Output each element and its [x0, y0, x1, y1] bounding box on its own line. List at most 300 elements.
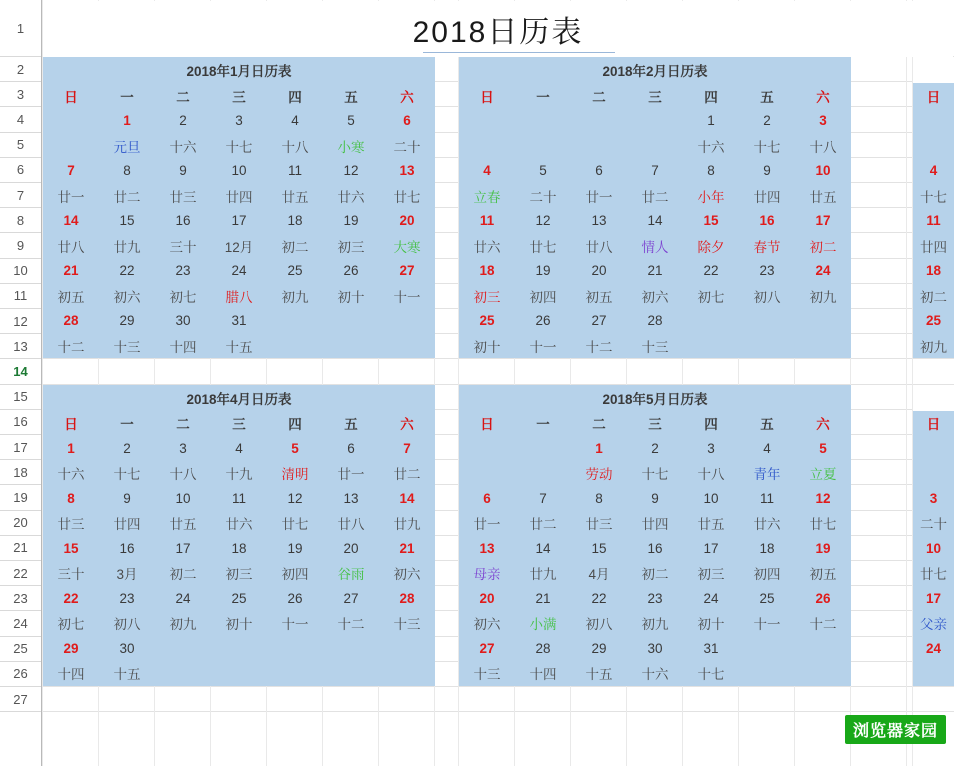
lunar-cell[interactable]: 初十 — [225, 617, 253, 633]
date-cell[interactable]: 1 — [67, 440, 75, 456]
row-header-5[interactable]: 5 — [0, 133, 41, 158]
lunar-cell[interactable]: 十六 — [169, 139, 197, 155]
date-cell[interactable]: 22 — [591, 590, 607, 606]
date-cell[interactable]: 20 — [399, 213, 415, 228]
lunar-cell[interactable] — [379, 333, 435, 358]
date-cell[interactable]: 16 — [647, 540, 663, 556]
lunar-cell[interactable] — [155, 661, 211, 686]
date-cell[interactable]: 25 — [759, 590, 775, 606]
lunar-cell[interactable]: 小年 — [697, 189, 725, 205]
lunar-cell[interactable]: 初四 — [529, 289, 557, 305]
row-header-23[interactable]: 23 — [0, 586, 41, 611]
lunar-cell[interactable] — [627, 133, 683, 158]
lunar-cell[interactable]: 廿五 — [281, 189, 309, 205]
lunar-cell[interactable]: 廿三 — [585, 517, 613, 533]
lunar-cell[interactable]: 十二 — [337, 617, 365, 633]
date-cell[interactable]: 6 — [595, 163, 603, 178]
lunar-cell[interactable]: 清明 — [281, 467, 309, 483]
row-header-15[interactable]: 15 — [0, 385, 41, 410]
lunar-cell[interactable]: 十二 — [809, 617, 837, 633]
strip-cell[interactable]: 日 — [926, 417, 941, 433]
lunar-cell[interactable]: 劳动 — [585, 467, 613, 483]
date-cell[interactable]: 1 — [123, 113, 131, 128]
row-header-27[interactable]: 27 — [0, 687, 41, 712]
lunar-cell[interactable]: 十二 — [57, 339, 85, 355]
date-cell[interactable]: 20 — [591, 263, 607, 278]
row-header-24[interactable]: 24 — [0, 611, 41, 636]
date-cell[interactable]: 17 — [231, 213, 247, 228]
date-cell[interactable]: 7 — [539, 490, 547, 506]
lunar-cell[interactable]: 十七 — [753, 139, 781, 155]
date-cell[interactable]: 4 — [235, 440, 243, 456]
strip-cell[interactable]: 初二 — [920, 289, 947, 305]
date-cell[interactable]: 17 — [815, 213, 831, 228]
lunar-cell[interactable]: 初二 — [169, 567, 197, 583]
lunar-cell[interactable]: 二十 — [393, 139, 421, 155]
strip-cell[interactable]: 25 — [925, 313, 942, 328]
date-cell[interactable]: 15 — [703, 213, 719, 228]
lunar-cell[interactable]: 廿五 — [697, 517, 725, 533]
lunar-cell[interactable] — [795, 333, 851, 358]
date-cell[interactable] — [267, 308, 323, 333]
lunar-cell[interactable]: 小寒 — [337, 139, 365, 155]
lunar-cell[interactable]: 初九 — [809, 289, 837, 305]
date-cell[interactable]: 25 — [287, 263, 303, 278]
lunar-cell[interactable]: 廿九 — [529, 567, 557, 583]
date-cell[interactable] — [211, 636, 267, 661]
lunar-cell[interactable]: 十八 — [809, 139, 837, 155]
lunar-cell[interactable]: 元旦 — [113, 139, 141, 155]
strip-cell[interactable] — [913, 436, 954, 461]
lunar-cell[interactable]: 初九 — [641, 617, 669, 633]
lunar-cell[interactable]: 廿九 — [393, 517, 421, 533]
date-cell[interactable]: 18 — [287, 213, 303, 228]
date-cell[interactable]: 9 — [763, 163, 771, 178]
date-cell[interactable]: 4 — [763, 440, 771, 456]
lunar-cell[interactable]: 廿一 — [473, 517, 501, 533]
date-cell[interactable]: 5 — [539, 163, 547, 178]
row-header-8[interactable]: 8 — [0, 208, 41, 233]
lunar-cell[interactable]: 十一 — [529, 339, 557, 355]
lunar-cell[interactable]: 初六 — [113, 289, 141, 305]
lunar-cell[interactable]: 初二 — [809, 239, 837, 255]
row-header-25[interactable]: 25 — [0, 637, 41, 662]
date-cell[interactable]: 8 — [123, 163, 131, 178]
lunar-cell[interactable]: 十五 — [113, 667, 141, 683]
date-cell[interactable]: 26 — [343, 263, 359, 278]
date-cell[interactable]: 6 — [347, 440, 355, 456]
lunar-cell[interactable] — [379, 661, 435, 686]
lunar-cell[interactable]: 十四 — [57, 667, 85, 683]
date-cell[interactable]: 19 — [815, 540, 831, 556]
lunar-cell[interactable]: 廿四 — [225, 189, 253, 205]
date-cell[interactable] — [323, 308, 379, 333]
date-cell[interactable]: 14 — [63, 213, 79, 228]
date-cell[interactable]: 8 — [67, 490, 75, 506]
date-cell[interactable] — [795, 636, 851, 661]
date-cell[interactable]: 22 — [703, 263, 719, 278]
lunar-cell[interactable]: 廿一 — [337, 467, 365, 483]
date-cell[interactable]: 31 — [231, 313, 247, 328]
lunar-cell[interactable]: 初八 — [113, 617, 141, 633]
lunar-cell[interactable]: 十七 — [697, 667, 725, 683]
date-cell[interactable]: 18 — [759, 540, 775, 556]
row-header-13[interactable]: 13 — [0, 334, 41, 359]
lunar-cell[interactable]: 初三 — [697, 567, 725, 583]
lunar-cell[interactable] — [571, 133, 627, 158]
lunar-cell[interactable]: 十三 — [393, 617, 421, 633]
date-cell[interactable]: 18 — [231, 540, 247, 556]
strip-cell[interactable]: 初九 — [920, 339, 947, 355]
lunar-cell[interactable]: 4月 — [588, 567, 610, 583]
date-cell[interactable]: 15 — [119, 213, 135, 228]
lunar-cell[interactable] — [267, 333, 323, 358]
lunar-cell[interactable]: 廿六 — [473, 239, 501, 255]
date-cell[interactable]: 3 — [819, 113, 827, 128]
date-cell[interactable]: 3 — [179, 440, 187, 456]
date-cell[interactable]: 11 — [479, 213, 495, 228]
lunar-cell[interactable]: 初五 — [57, 289, 85, 305]
lunar-cell[interactable]: 初五 — [585, 289, 613, 305]
lunar-cell[interactable]: 廿三 — [169, 189, 197, 205]
date-cell[interactable] — [379, 308, 435, 333]
lunar-cell[interactable]: 十七 — [225, 139, 253, 155]
row-header-21[interactable]: 21 — [0, 536, 41, 561]
date-cell[interactable]: 2 — [179, 113, 187, 128]
lunar-cell[interactable] — [211, 661, 267, 686]
lunar-cell[interactable]: 廿五 — [169, 517, 197, 533]
lunar-cell[interactable]: 廿四 — [113, 517, 141, 533]
strip-cell[interactable] — [913, 133, 954, 158]
lunar-cell[interactable]: 廿八 — [337, 517, 365, 533]
date-cell[interactable]: 22 — [119, 263, 135, 278]
lunar-cell[interactable]: 十六 — [57, 467, 85, 483]
date-cell[interactable]: 14 — [399, 490, 415, 506]
date-cell[interactable]: 11 — [759, 490, 774, 506]
date-cell[interactable]: 16 — [119, 540, 135, 556]
date-cell[interactable]: 11 — [231, 490, 246, 506]
lunar-cell[interactable]: 廿五 — [809, 189, 837, 205]
lunar-cell[interactable]: 初六 — [393, 567, 421, 583]
row-header-3[interactable]: 3 — [0, 82, 41, 107]
lunar-cell[interactable] — [43, 133, 99, 158]
strip-cell[interactable]: 17 — [925, 590, 942, 606]
lunar-cell[interactable]: 情人 — [641, 239, 669, 255]
lunar-cell[interactable]: 初四 — [281, 567, 309, 583]
lunar-cell[interactable]: 十二 — [585, 339, 613, 355]
row-header-26[interactable]: 26 — [0, 662, 41, 687]
row-header-16[interactable]: 16 — [0, 410, 41, 435]
lunar-cell[interactable]: 廿七 — [281, 517, 309, 533]
lunar-cell[interactable]: 十三 — [641, 339, 669, 355]
lunar-cell[interactable]: 初四 — [753, 567, 781, 583]
date-cell[interactable]: 29 — [591, 640, 607, 656]
date-cell[interactable] — [739, 308, 795, 333]
lunar-cell[interactable]: 廿七 — [393, 189, 421, 205]
lunar-cell[interactable] — [683, 333, 739, 358]
strip-cell[interactable] — [913, 108, 954, 133]
date-cell[interactable]: 23 — [647, 590, 663, 606]
date-cell[interactable]: 12 — [535, 213, 551, 228]
date-cell[interactable]: 21 — [535, 590, 551, 606]
date-cell[interactable]: 22 — [63, 590, 79, 606]
date-cell[interactable] — [627, 108, 683, 133]
lunar-cell[interactable]: 初六 — [641, 289, 669, 305]
row-header-20[interactable]: 20 — [0, 511, 41, 536]
lunar-cell[interactable]: 十五 — [225, 339, 253, 355]
row-header-17[interactable]: 17 — [0, 435, 41, 460]
date-cell[interactable]: 2 — [651, 440, 659, 456]
date-cell[interactable] — [683, 308, 739, 333]
date-cell[interactable]: 27 — [591, 313, 607, 328]
lunar-cell[interactable]: 初三 — [473, 289, 501, 305]
row-header-6[interactable]: 6 — [0, 158, 41, 183]
date-cell[interactable] — [795, 308, 851, 333]
date-cell[interactable]: 13 — [591, 213, 607, 228]
date-cell[interactable]: 11 — [287, 163, 302, 178]
lunar-cell[interactable]: 十八 — [169, 467, 197, 483]
lunar-cell[interactable] — [323, 333, 379, 358]
strip-cell[interactable]: 日 — [926, 89, 941, 105]
row-header-11[interactable]: 11 — [0, 284, 41, 309]
date-cell[interactable]: 23 — [119, 590, 135, 606]
lunar-cell[interactable] — [515, 133, 571, 158]
date-cell[interactable]: 24 — [231, 263, 247, 278]
lunar-cell[interactable]: 十三 — [113, 339, 141, 355]
date-cell[interactable]: 7 — [403, 440, 411, 456]
date-cell[interactable]: 3 — [235, 113, 243, 128]
lunar-cell[interactable]: 初九 — [281, 289, 309, 305]
lunar-cell[interactable]: 十七 — [113, 467, 141, 483]
lunar-cell[interactable]: 廿三 — [57, 517, 85, 533]
lunar-cell[interactable]: 十四 — [529, 667, 557, 683]
date-cell[interactable]: 8 — [707, 163, 715, 178]
lunar-cell[interactable]: 廿六 — [337, 189, 365, 205]
date-cell[interactable]: 6 — [483, 490, 491, 506]
lunar-cell[interactable]: 初五 — [809, 567, 837, 583]
lunar-cell[interactable] — [515, 461, 571, 486]
date-cell[interactable]: 12 — [343, 163, 359, 178]
lunar-cell[interactable]: 廿八 — [57, 239, 85, 255]
date-cell[interactable]: 7 — [67, 163, 75, 178]
date-cell[interactable]: 17 — [703, 540, 719, 556]
date-cell[interactable]: 7 — [651, 163, 659, 178]
lunar-cell[interactable]: 十六 — [641, 667, 669, 683]
lunar-cell[interactable]: 腊八 — [225, 289, 253, 305]
lunar-cell[interactable] — [739, 333, 795, 358]
lunar-cell[interactable]: 廿二 — [641, 189, 669, 205]
date-cell[interactable] — [43, 108, 99, 133]
lunar-cell[interactable]: 初三 — [225, 567, 253, 583]
date-cell[interactable]: 1 — [595, 440, 603, 456]
date-cell[interactable] — [515, 108, 571, 133]
date-cell[interactable]: 18 — [479, 263, 495, 278]
lunar-cell[interactable]: 十七 — [641, 467, 669, 483]
date-cell[interactable]: 21 — [399, 540, 415, 556]
lunar-cell[interactable]: 廿七 — [809, 517, 837, 533]
lunar-cell[interactable]: 十五 — [585, 667, 613, 683]
lunar-cell[interactable]: 廿二 — [529, 517, 557, 533]
lunar-cell[interactable]: 十三 — [473, 667, 501, 683]
lunar-cell[interactable]: 十一 — [753, 617, 781, 633]
date-cell[interactable]: 23 — [175, 263, 191, 278]
row-header-19[interactable]: 19 — [0, 485, 41, 510]
date-cell[interactable]: 4 — [483, 163, 491, 178]
row-header-14[interactable]: 14 — [0, 359, 41, 384]
strip-cell[interactable]: 父亲 — [920, 617, 947, 633]
lunar-cell[interactable]: 廿一 — [585, 189, 613, 205]
date-cell[interactable]: 10 — [703, 490, 719, 506]
date-cell[interactable]: 14 — [535, 540, 551, 556]
lunar-cell[interactable]: 3月 — [116, 567, 138, 583]
date-cell[interactable]: 28 — [647, 313, 663, 328]
date-cell[interactable]: 30 — [175, 313, 191, 328]
date-cell[interactable]: 13 — [399, 163, 415, 178]
row-header-1[interactable]: 1 — [0, 1, 41, 57]
lunar-cell[interactable]: 三十 — [57, 567, 85, 583]
date-cell[interactable]: 2 — [123, 440, 131, 456]
strip-cell[interactable]: 24 — [925, 640, 942, 656]
date-cell[interactable]: 28 — [399, 590, 415, 606]
lunar-cell[interactable]: 春节 — [753, 239, 781, 255]
lunar-cell[interactable]: 廿四 — [641, 517, 669, 533]
lunar-cell[interactable]: 初七 — [57, 617, 85, 633]
lunar-cell[interactable]: 初七 — [697, 289, 725, 305]
lunar-cell[interactable]: 初七 — [169, 289, 197, 305]
date-cell[interactable]: 6 — [403, 113, 411, 128]
date-cell[interactable]: 12 — [815, 490, 831, 506]
lunar-cell[interactable]: 初十 — [697, 617, 725, 633]
strip-cell[interactable]: 二十 — [920, 517, 947, 533]
date-cell[interactable]: 5 — [347, 113, 355, 128]
lunar-cell[interactable]: 初九 — [169, 617, 197, 633]
date-cell[interactable]: 5 — [291, 440, 299, 456]
lunar-cell[interactable]: 十八 — [697, 467, 725, 483]
date-cell[interactable]: 30 — [119, 640, 135, 656]
strip-cell[interactable] — [913, 661, 954, 686]
lunar-cell[interactable]: 十八 — [281, 139, 309, 155]
row-header-9[interactable]: 9 — [0, 233, 41, 258]
row-header-12[interactable]: 12 — [0, 309, 41, 334]
date-cell[interactable]: 25 — [231, 590, 247, 606]
date-cell[interactable] — [571, 108, 627, 133]
date-cell[interactable]: 30 — [647, 640, 663, 656]
lunar-cell[interactable]: 三十 — [169, 239, 197, 255]
date-cell[interactable] — [155, 636, 211, 661]
row-header-18[interactable]: 18 — [0, 460, 41, 485]
date-cell[interactable]: 28 — [63, 313, 79, 328]
date-cell[interactable]: 12 — [287, 490, 303, 506]
strip-cell[interactable]: 廿七 — [920, 567, 947, 583]
date-cell[interactable]: 29 — [119, 313, 135, 328]
lunar-cell[interactable]: 除夕 — [697, 239, 725, 255]
lunar-cell[interactable]: 廿九 — [113, 239, 141, 255]
lunar-cell[interactable]: 廿二 — [393, 467, 421, 483]
date-cell[interactable]: 3 — [707, 440, 715, 456]
lunar-cell[interactable]: 十九 — [225, 467, 253, 483]
date-cell[interactable]: 20 — [479, 590, 495, 606]
lunar-cell[interactable] — [795, 661, 851, 686]
date-cell[interactable]: 8 — [595, 490, 603, 506]
date-cell[interactable]: 21 — [647, 263, 663, 278]
date-cell[interactable]: 28 — [535, 640, 551, 656]
lunar-cell[interactable]: 廿六 — [225, 517, 253, 533]
lunar-cell[interactable]: 初二 — [281, 239, 309, 255]
lunar-cell[interactable]: 十六 — [697, 139, 725, 155]
date-cell[interactable]: 25 — [479, 313, 495, 328]
date-cell[interactable]: 9 — [179, 163, 187, 178]
date-cell[interactable]: 10 — [815, 163, 831, 178]
date-cell[interactable]: 1 — [707, 113, 715, 128]
lunar-cell[interactable]: 廿六 — [753, 517, 781, 533]
row-header-10[interactable]: 10 — [0, 259, 41, 284]
lunar-cell[interactable]: 廿一 — [57, 189, 85, 205]
date-cell[interactable]: 24 — [703, 590, 719, 606]
lunar-cell[interactable]: 初六 — [473, 617, 501, 633]
lunar-cell[interactable] — [459, 133, 515, 158]
lunar-cell[interactable]: 小满 — [529, 617, 557, 633]
date-cell[interactable] — [739, 636, 795, 661]
date-cell[interactable]: 15 — [63, 540, 79, 556]
lunar-cell[interactable] — [459, 461, 515, 486]
date-cell[interactable]: 14 — [647, 213, 663, 228]
date-cell[interactable]: 19 — [287, 540, 303, 556]
date-cell[interactable]: 13 — [343, 490, 359, 506]
row-header-4[interactable]: 4 — [0, 107, 41, 132]
lunar-cell[interactable]: 大寒 — [393, 239, 421, 255]
date-cell[interactable] — [323, 636, 379, 661]
date-cell[interactable]: 16 — [175, 213, 191, 228]
date-cell[interactable]: 10 — [231, 163, 247, 178]
lunar-cell[interactable]: 初三 — [337, 239, 365, 255]
lunar-cell[interactable]: 初十 — [473, 339, 501, 355]
lunar-cell[interactable]: 青年 — [753, 467, 781, 483]
lunar-cell[interactable]: 十四 — [169, 339, 197, 355]
date-cell[interactable]: 20 — [343, 540, 359, 556]
date-cell[interactable]: 2 — [763, 113, 771, 128]
date-cell[interactable]: 26 — [287, 590, 303, 606]
date-cell[interactable]: 5 — [819, 440, 827, 456]
date-cell[interactable] — [379, 636, 435, 661]
strip-cell[interactable]: 廿四 — [920, 239, 947, 255]
date-cell[interactable]: 24 — [175, 590, 191, 606]
strip-cell[interactable]: 4 — [929, 163, 938, 178]
date-cell[interactable]: 31 — [703, 640, 719, 656]
date-cell[interactable] — [267, 636, 323, 661]
lunar-cell[interactable]: 母亲 — [473, 567, 501, 583]
date-cell[interactable]: 24 — [815, 263, 831, 278]
lunar-cell[interactable]: 初八 — [585, 617, 613, 633]
lunar-cell[interactable]: 初八 — [753, 289, 781, 305]
date-cell[interactable]: 9 — [123, 490, 131, 506]
date-cell[interactable]: 4 — [291, 113, 299, 128]
date-cell[interactable]: 21 — [63, 263, 79, 278]
lunar-cell[interactable]: 十一 — [393, 289, 421, 305]
lunar-cell[interactable]: 二十 — [529, 189, 557, 205]
date-cell[interactable]: 23 — [759, 263, 775, 278]
date-cell[interactable] — [515, 436, 571, 461]
date-cell[interactable]: 19 — [343, 213, 359, 228]
date-cell[interactable]: 16 — [759, 213, 775, 228]
date-cell[interactable]: 29 — [63, 640, 79, 656]
date-cell[interactable]: 27 — [399, 263, 415, 278]
strip-cell[interactable]: 10 — [925, 540, 942, 556]
lunar-cell[interactable]: 廿二 — [113, 189, 141, 205]
date-cell[interactable]: 26 — [815, 590, 831, 606]
strip-cell[interactable] — [913, 461, 954, 486]
row-header-22[interactable]: 22 — [0, 561, 41, 586]
lunar-cell[interactable]: 廿七 — [529, 239, 557, 255]
